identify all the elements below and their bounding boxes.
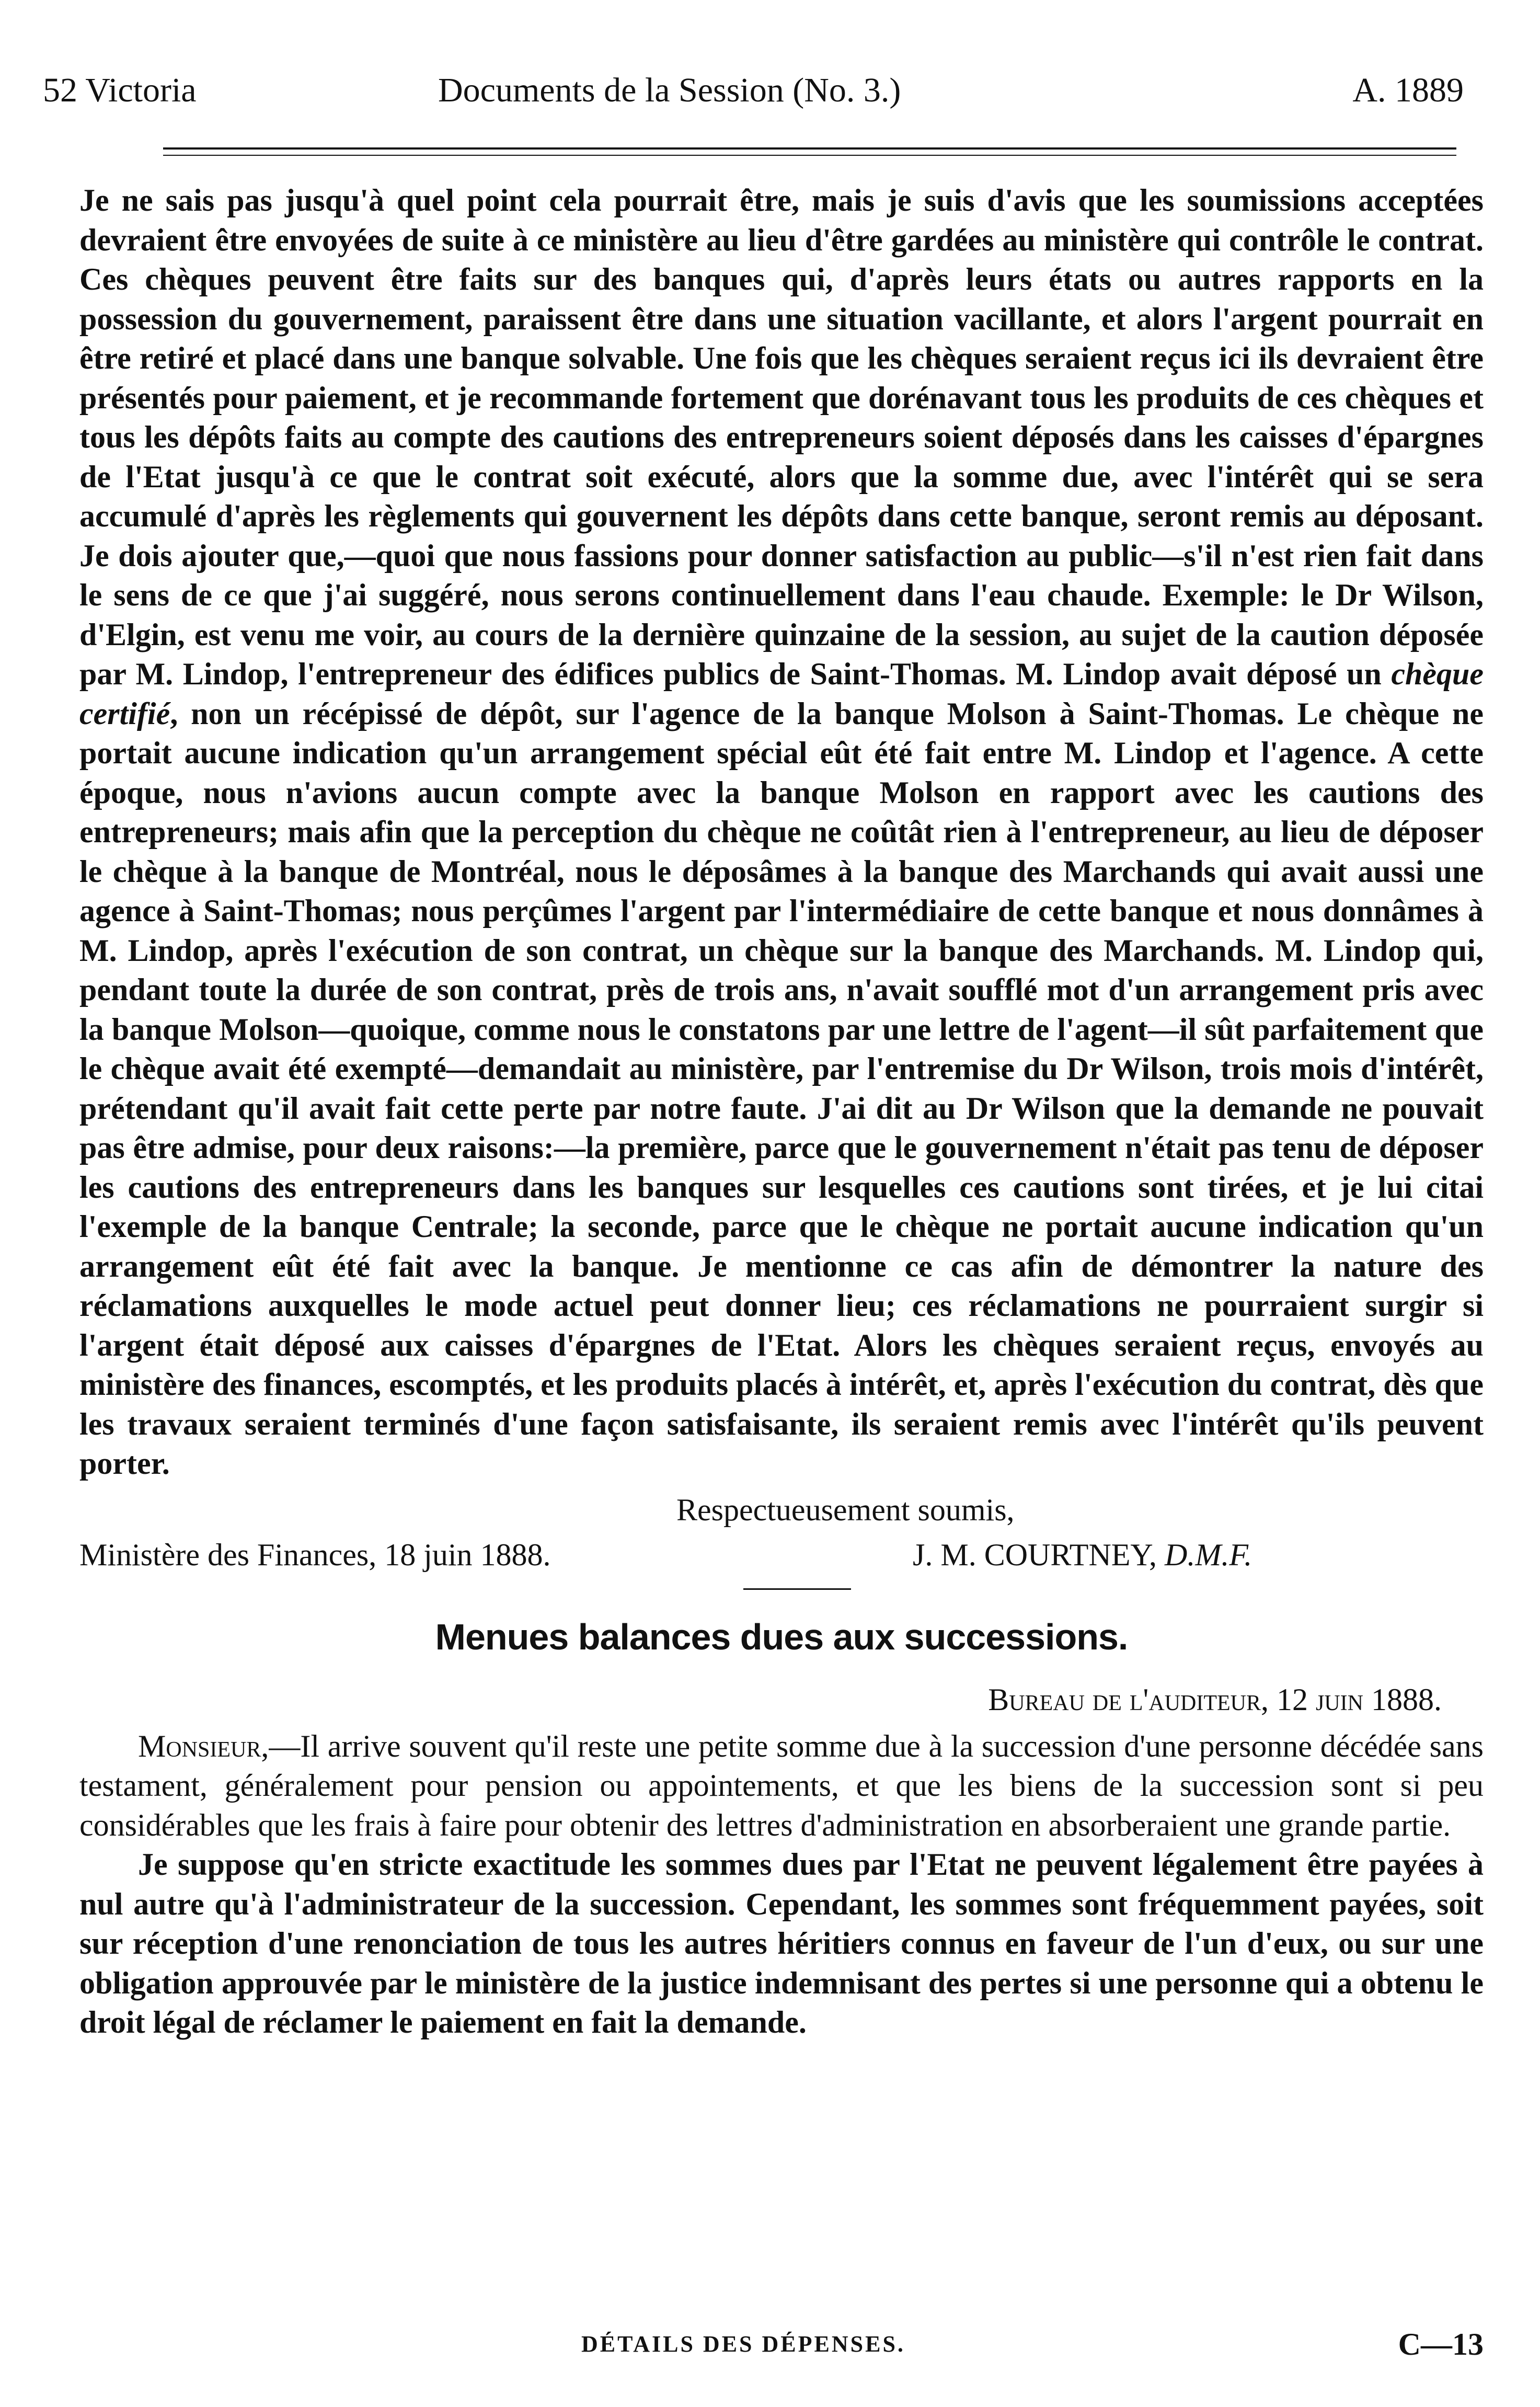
- letter-closing: [79, 1484, 1484, 1526]
- letter-paragraph: [79, 181, 1484, 1484]
- header-rule-thick: [163, 147, 1456, 150]
- section-divider: [743, 1588, 851, 1590]
- footer-page-number: C—13: [1398, 2327, 1484, 2362]
- section-title: Menues balances dues aux successions.: [435, 1616, 1128, 1657]
- salutation: Monsieur,: [138, 1728, 269, 1763]
- section-paragraph-2: Je suppose qu'en stricte exactitude les sommes dues par l'Etat ne peuvent légalement être payées à nul autre qu'à l'administrateur de la succession. Cependant, les sommes sont fréquemment payées, soit sur réception d'une renonciation de tous les autres héritiers connus en faveur de l'un d'eux, ou sur une obligation approuvée par le ministère de la justice indemnisant des pertes si une personne qui a obtenu le droit légal de réclamer le paiement en fait la demande.: [79, 1847, 1484, 2039]
- header-volume: 52 Victoria: [43, 71, 197, 109]
- page-body: [79, 181, 1484, 2043]
- header-title: Documents de la Session (No. 3.): [438, 71, 901, 109]
- running-header: [43, 67, 1464, 114]
- signature-title: D.M.F.: [1165, 1537, 1252, 1572]
- signature: [913, 1537, 1252, 1573]
- letter-italic-term: chèque certifié: [79, 657, 1484, 731]
- place-date: Ministère des Finances, 18 juin 1888.: [79, 1537, 551, 1572]
- letter-text-part2: , non un récépissé de dépôt, sur l'agence de la banque Molson à Saint-Thomas. Le chèque ne portait aucune indication qu'un arrangement spécial eût été fait entre M. Lindop et l'agence. A cette époque, nous n'avions aucun compte avec la banque Molson en rapport avec les cautions des entrepreneurs; mais afin que la perception du chèque ne coûtât rien à l'entrepreneur, au lieu de déposer le chèque à la banque de Montréal, nous le déposâmes à la banque des Marchands qui avait aussi une agence à Saint-Thomas; nous perçûmes l'argent par l'intermédiaire de cette banque et nous donnâmes à M. Lindop, après l'exécution de son contrat, un chèque sur la banque des Marchands. M. Lindop qui, pendant toute la durée de son contrat, près de trois ans, n'avait soufflé mot d'un arrangement pris avec la banque Molson—quoique, comme nous le constatons par une lettre de l'agent—il sût parfaitement que le chèque avait été exempté—demandait au ministère, par l'entremise du Dr Wilson, trois mois d'intérêt, prétendant qu'il avait fait cette perte par notre faute. J'ai dit au Dr Wilson que la demande ne pouvait pas être admise, pour deux raisons:—la première, parce que le gouvernement n'était pas tenu de déposer les cautions des entrepreneurs dans les banques sur lesquelles ces cautions sont tirées, et je lui citai l'exemple de la banque Centrale; la seconde, parce que le chèque ne portait aucune indication qu'un arrangement eût été fait avec la banque. Je mentionne ce cas afin de démontrer la nature des réclamations auxquelles le mode actuel peut donner lieu; ces réclamations ne pourraient surgir si l'argent était déposé aux caisses d'épargnes de l'Etat. Alors les chèques seraient reçus, envoyés au ministère des finances, escomptés, et les produits placés à intérêt, et, après l'exécution du contrat, dès que les travaux seraient terminés d'une façon satisfaisante, ils seraient remis avec l'intérêt qu'ils peuvent porter.: [79, 696, 1484, 1481]
- signature-name: J. M. COURTNEY,: [913, 1537, 1165, 1572]
- section-paragraph-1: [79, 1727, 1484, 1846]
- signature-line: [79, 1526, 1484, 1578]
- section-dateline: Bureau de l'auditeur, 12 juin 1888.: [988, 1682, 1442, 1717]
- header-rule-thin: [163, 155, 1456, 156]
- letter-text-part1: Je ne sais pas jusqu'à quel point cela pourrait être, mais je suis d'avis que les soumissions acceptées devraient être envoyées de suite à ce ministère au lieu d'être gardées au ministère qui contrôle le contrat. Ces chèques peuvent être faits sur des banques qui, d'après leurs états ou autres rapports en la possession du gouvernement, paraissent être dans une situation vacillante, et alors l'argent pourrait en être retiré et placé dans une banque solvable. Une fois que les chèques seraient reçus ici ils devraient être présentés pour paiement, et je recommande fortement que dorénavant tous les produits de ces chèques et tous les dépôts faits au compte des cautions des entrepreneurs soient déposés dans les caisses d'épargnes de l'Etat jusqu'à ce que le contrat soit exécuté, alors que la somme due, avec l'intérêt qui se sera accumulé d'après les règlements qui gouvernent les dépôts dans cette banque, seront remis au déposant. Je dois ajouter que,—quoi que nous fassions pour donner satisfaction au public—s'il n'est rien fait dans le sens de ce que j'ai suggéré, nous serons continuellement dans l'eau chaude. Exemple: le Dr Wilson, d'Elgin, est venu me voir, au cours de la dernière quinzaine de la session, au sujet de la caution déposée par M. Lindop, l'entrepreneur des édifices publics de Saint-Thomas. M. Lindop avait déposé un: [79, 183, 1484, 691]
- header-year: A. 1889: [1352, 71, 1464, 109]
- running-footer: [79, 2323, 1484, 2365]
- footer-caption: DÉTAILS DES DÉPENSES.: [581, 2331, 905, 2357]
- section-paragraph-1-text: —Il arrive souvent qu'il reste une petite somme due à la succession d'une personne décédée sans testament, généralement pour pension ou appointements, et que les biens de la succession sont si peu considérables que les frais à faire pour obtenir des lettres d'administration en absorberaient une grande partie.: [79, 1728, 1484, 1842]
- closing-formula: Respectueusement soumis,: [676, 1492, 1015, 1527]
